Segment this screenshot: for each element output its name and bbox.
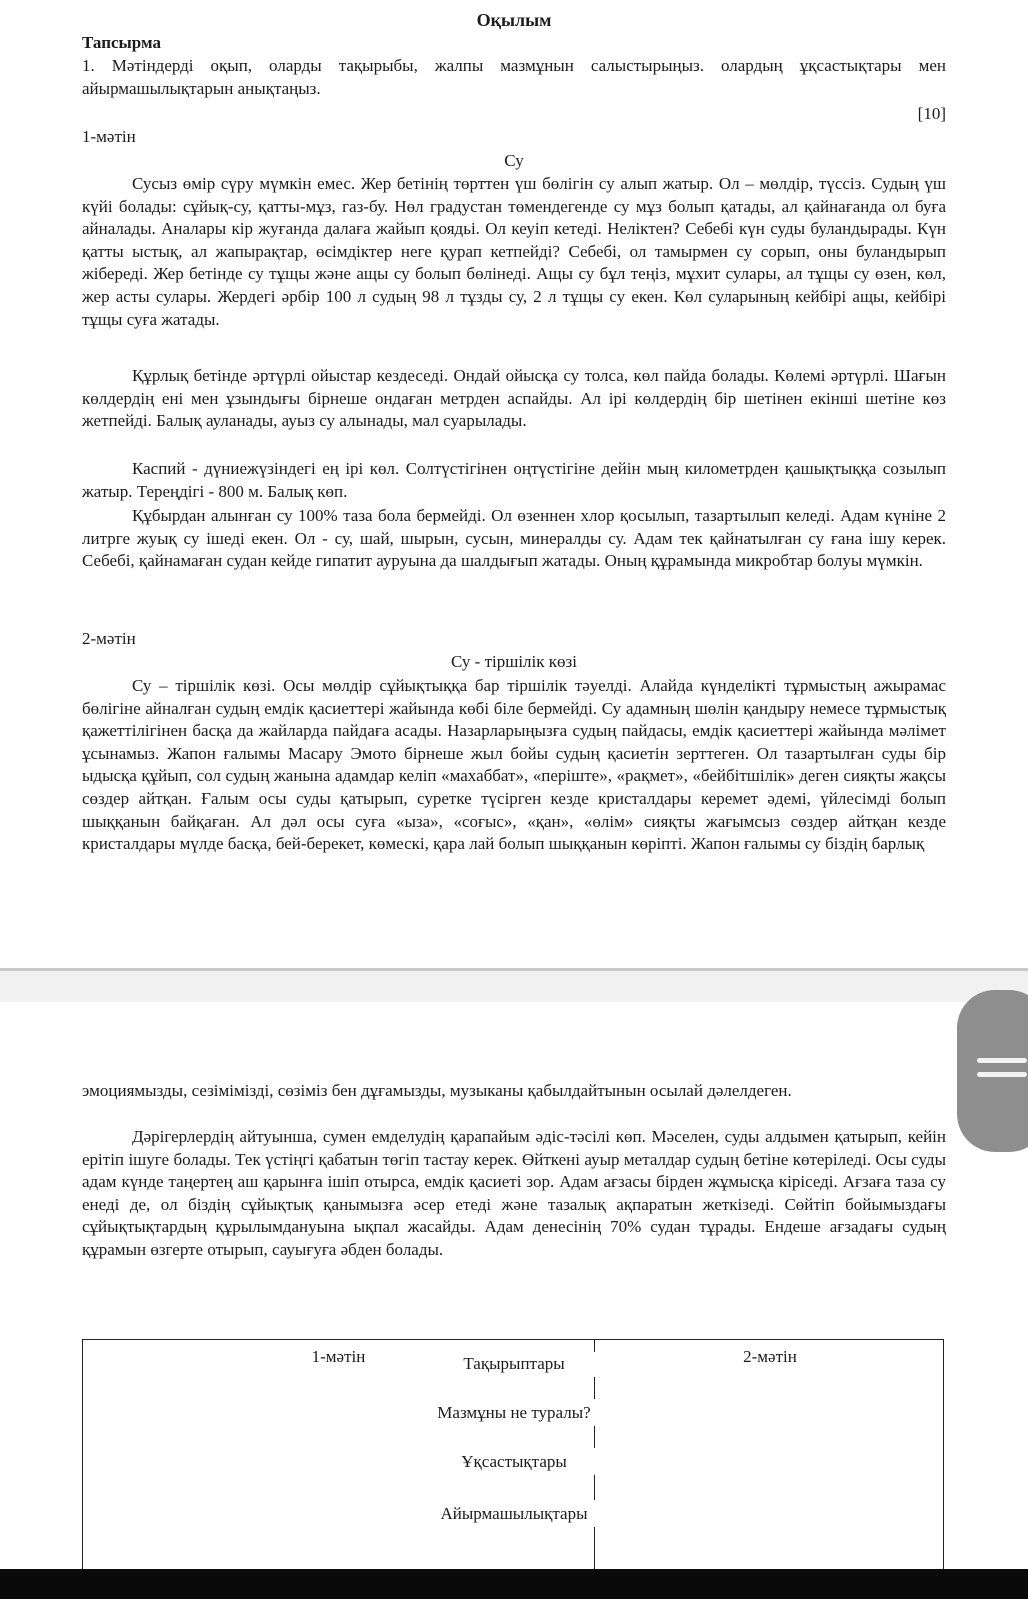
- table-divider: [594, 1377, 595, 1399]
- text1-paragraph-1: Сусыз өмір сүру мүмкін емес. Жер бетінің төрттен үш бөлігін су алып жатыр. Ол – мөлдір, түссіз. Судың үш күйі болады: сұйық-су, қатты-мұз, газ-бу. Нөл градустан төмендегенде су мұз болып қатады, ал қайнағанда ол буға айналады. Аналары кір жуғанда далаға жайып қоядьі. Ол кеуіп кетеді. Неліктен? Себебі күн суды буландырады. Күн қатты ыстық, ал жапырақтар, өсімдіктер неге қурап кетпейді? Себебі, ол тамырмен су сорып, оны буландырып жібереді. Жер бетінде су тұщы және ащы су болып бөлінеді. Ащы су бұл теңіз, мұхит сулары, ал тұщы су өзен, көл, жер асты сулары. Жердегі әрбір 100 л судың 98 л тұзды су, 2 л тұщы су екен. Көл суларының кейбірі ащы, кейбірі тұщы суға жатады.: [82, 174, 946, 329]
- page-break: [0, 968, 1028, 1005]
- table-row-similarities: Ұқсастықтары: [461, 1452, 567, 1471]
- text2-paragraph-1: Су – тіршілік көзі. Осы мөлдір сұйықтыққа бар тіршілік тәуелді. Алайда күнделікті тұрмыстың ажырамас бөлігіне айналған судың емдік қасиеттері жайында көбі біле бермейді. Су адамның шөлін қандыру немесе тұрмыстық қажеттілігінен басқа да жайларда пайдаға асады. Назарларыңызға судың пайдасы, емдік қасиеттері жайында мәлімет ұсынамыз. Жапон ғалымы Масару Эмото бірнеше жыл бойы судың қасиетін зерттеген. Ол тазартылған суды бір ыдысқа құйып, сол судың жанына адамдар келіп «махаббат», «періште», «рақмет», «бейбітшілік» деген сияқты жақсы сөздер айтқан. Ғалым осы суды қатырып, суретке түсірген кезде кристалдары керемет әдемі, үйлесімді болып шыққанын байқаған. Ал дәл осы суға «ыза», «соғыс», «қан», «өлім» сияқты жағымсыз сөздер айтқан кезде кристалдары мүлде басқа, бей-берекет, көмескі, қара лай болып шыққанын көріпті. Жапон ғалымы су біздің барлық: [82, 676, 946, 854]
- text2-label: 2-мәтін: [82, 629, 136, 648]
- table-row-topics: Тақырыптары: [463, 1354, 565, 1373]
- table-header-text1: 1-мәтін: [311, 1347, 366, 1366]
- points-label: [10]: [917, 104, 946, 123]
- task-label: Тапсырма: [82, 33, 161, 52]
- text2-paragraph-2: Дәрігерлердің айтуынша, сумен емделудің қарапайым әдіс-тәсілі көп. Мәселен, суды алдымен қатырып, кейін ерітіп ішуге болады. Тек үстіңгі қабатын төгіп тастау керек. Өйткені ауыр металдар судың бетіне көтеріледі. Осы суды адам күнде таңертең аш қарынға ішіп отырса, емдік қасиеті зор. Адам ағзасы бірден жұмысқа кіріседі. Ағзаға таза су енеді де, ол біздің сұйықтық қанымызға әсер етеді және тазалық ақпаратын жеткізеді. Сөйтіп бойымыздағы сұйықтықтардың құрылымдануына ықпал жасайды. Адам денесінің 70% судан тұрады. Ендеше ағзадағы судың құрамын өзгерте отырып, сауығуға әбден болады.: [82, 1127, 946, 1259]
- text2-title: Су - тіршілік көзі: [451, 652, 577, 671]
- text1-title: Су: [504, 151, 524, 170]
- text1-paragraph-4: Құбырдан алынған су 100% таза бола бермейді. Ол өзеннен хлор қосылып, тазартылып келеді. Адам күніне 2 литрге жуық су ішеді екен. Ол - су, шай, шырын, сусын, минералды су. Адам тек қайнатылған су ғана ішу керек. Себебі, қайнамаған судан кейде гипатит ауруына да шалдығып жатады. Оның құрамында микробтар болуы мүмкін.: [82, 506, 946, 571]
- text1-paragraph-3: Каспий - дүниежүзіндегі ең ірі көл. Солтүстігінен оңтүстігіне дейін мың километрден қашықтыққа созылып жатыр. Тереңдігі - 800 м. Балық көп.: [82, 459, 946, 501]
- table-row-differences: Айырмашылықтары: [440, 1504, 588, 1523]
- comparison-table: [82, 1339, 944, 1569]
- text2-continuation: эмоциямызды, сезімімізді, сөзіміз бен дұғамызды, музыканы қабылдайтынын осылай дәлелдеген.: [82, 1081, 792, 1100]
- page-title: Оқылым: [476, 10, 552, 30]
- table-header-text2: 2-мәтін: [743, 1347, 797, 1366]
- task-text: 1. Мәтіндерді оқып, оларды тақырыбы, жалпы мазмұнын салыстырыңыз. олардың ұқсастықтары мен айырмашылықтарын анықтаңыз.: [82, 56, 946, 98]
- table-divider: [594, 1527, 595, 1570]
- text1-paragraph-2: Құрлық бетінде әртүрлі ойыстар кездеседі. Ондай ойысқа су толса, көл пайда болады. Көлемі әртүрлі. Шағын көлдердің ені мен ұзындығы бірнеше ондаған метрден аспайды. Ал ірі көлдердің бір шетінен екінші шетіне көз жетпейді. Балық ауланады, ауыз су алынады, мал суарылады.: [82, 366, 946, 431]
- text1-label: 1-мәтін: [82, 127, 136, 146]
- table-divider: [594, 1426, 595, 1448]
- table-divider: [594, 1475, 595, 1500]
- table-row-content: Мазмұны не туралы?: [437, 1403, 591, 1422]
- table-divider: [594, 1340, 595, 1352]
- scroll-handle[interactable]: [957, 990, 1028, 1152]
- bottom-bar: [0, 1569, 1028, 1599]
